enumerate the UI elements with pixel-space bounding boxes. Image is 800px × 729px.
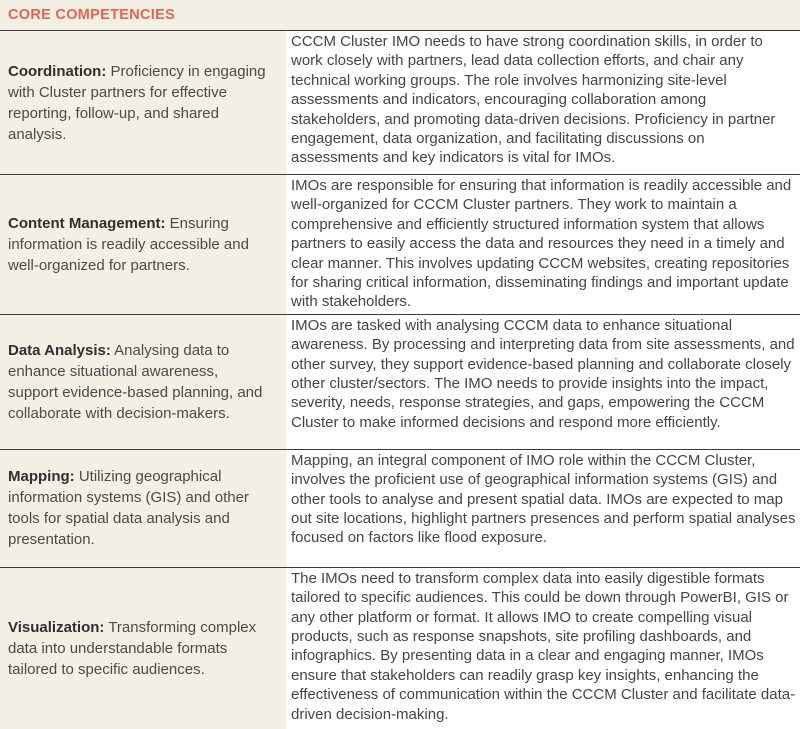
- competency-description: CCCM Cluster IMO needs to have strong coordination skills, in order to work closely with partners, lead data collection efforts, and chair any technical working groups. The role involves harmonizing site-level assessments and indicators, encouraging collaboration among stakeholders, and promoting data-driven decisions. Proficiency in partner engagement, data organization, and facilitating discussions on assessments and key indicators is vital for IMOs.: [291, 33, 776, 167]
- table-row-visualization: [0, 568, 800, 729]
- competency-summary: Analysing data to enhance situational awareness, support evidence-based planning, and collaborate with decision-makers.: [8, 341, 263, 422]
- competencies-table: [0, 31, 800, 729]
- competency-summary: Transforming complex data into understandable formats tailored to specific audiences.: [8, 618, 257, 678]
- competency-term: Coordination:: [8, 62, 107, 80]
- term-cell: [0, 175, 286, 314]
- competency-description: IMOs are responsible for ensuring that information is readily accessible and well-organized for CCCM Cluster partners. They work to maintain a comprehensive and efficiently structured information system that allows partners to easily access the data and resources they need in a timely and clear manner. This involves updating CCCM websites, creating repositories for sharing critical information, disseminating findings and important update with stakeholders.: [291, 177, 792, 311]
- term-paragraph: [8, 617, 272, 680]
- competency-summary: Ensuring information is readily accessible and well-organized for partners.: [8, 214, 249, 274]
- competency-description: IMOs are tasked with analysing CCCM data to enhance situational awareness. By processing and interpreting data from site assessments, and other survey, they support evidence-based planning and collaborate closely other cluster/sectors. The IMO needs to provide insights into the impact, severity, needs, response strategies, and gaps, empowering the CCCM Cluster to make informed decisions and respond more efficiently.: [291, 316, 795, 431]
- description-cell: [286, 175, 800, 314]
- competency-summary: Proficiency in engaging with Cluster partners for effective reporting, follow-up, and shared analysis.: [8, 62, 266, 143]
- term-paragraph: [8, 340, 272, 424]
- term-paragraph: [8, 61, 272, 145]
- term-paragraph: [8, 213, 272, 276]
- competency-summary: Utilizing geographical information systems (GIS) and other tools for spatial data analysis and presentation.: [8, 468, 249, 549]
- section-header-band: [0, 0, 800, 31]
- table-row-mapping: [0, 450, 800, 568]
- competency-description: The IMOs need to transform complex data into easily digestible formats tailored to specific audiences. This could be down through PowerBI, GIS or any other platform or format. It allows IMO to create compelling visual products, such as response snapshots, site profiling dashboards, and infographics. By presenting data in a clear and engaging manner, IMOs ensure that stakeholders can readily grasp key insights, enhancing the effectiveness of communication within the CCCM Cluster and facilitate data-driven decision-making.: [291, 569, 796, 723]
- description-cell: [286, 31, 800, 174]
- competency-description: Mapping, an integral component of IMO role within the CCCM Cluster, involves the proficient use of geographical information systems (GIS) and other tools to analyse and present spatial data. IMOs are expected to map out site locations, highlight partners presences and perform spatial analyses focused on factors like flood exposure.: [291, 451, 796, 547]
- table-row-data-analysis: [0, 315, 800, 450]
- term-cell: [0, 568, 286, 729]
- term-cell: [0, 31, 286, 174]
- description-cell: [286, 450, 800, 567]
- table-row-content-management: [0, 175, 800, 315]
- description-cell: [286, 568, 800, 729]
- table-row-coordination: [0, 31, 800, 175]
- competency-term: Mapping:: [8, 468, 75, 486]
- competency-term: Visualization:: [8, 618, 105, 636]
- competency-term: Content Management:: [8, 214, 166, 232]
- competency-term: Data Analysis:: [8, 341, 111, 359]
- term-paragraph: [8, 466, 272, 550]
- description-cell: [286, 315, 800, 449]
- section-title: CORE COMPETENCIES: [8, 7, 176, 23]
- term-cell: [0, 450, 286, 567]
- term-cell: [0, 315, 286, 449]
